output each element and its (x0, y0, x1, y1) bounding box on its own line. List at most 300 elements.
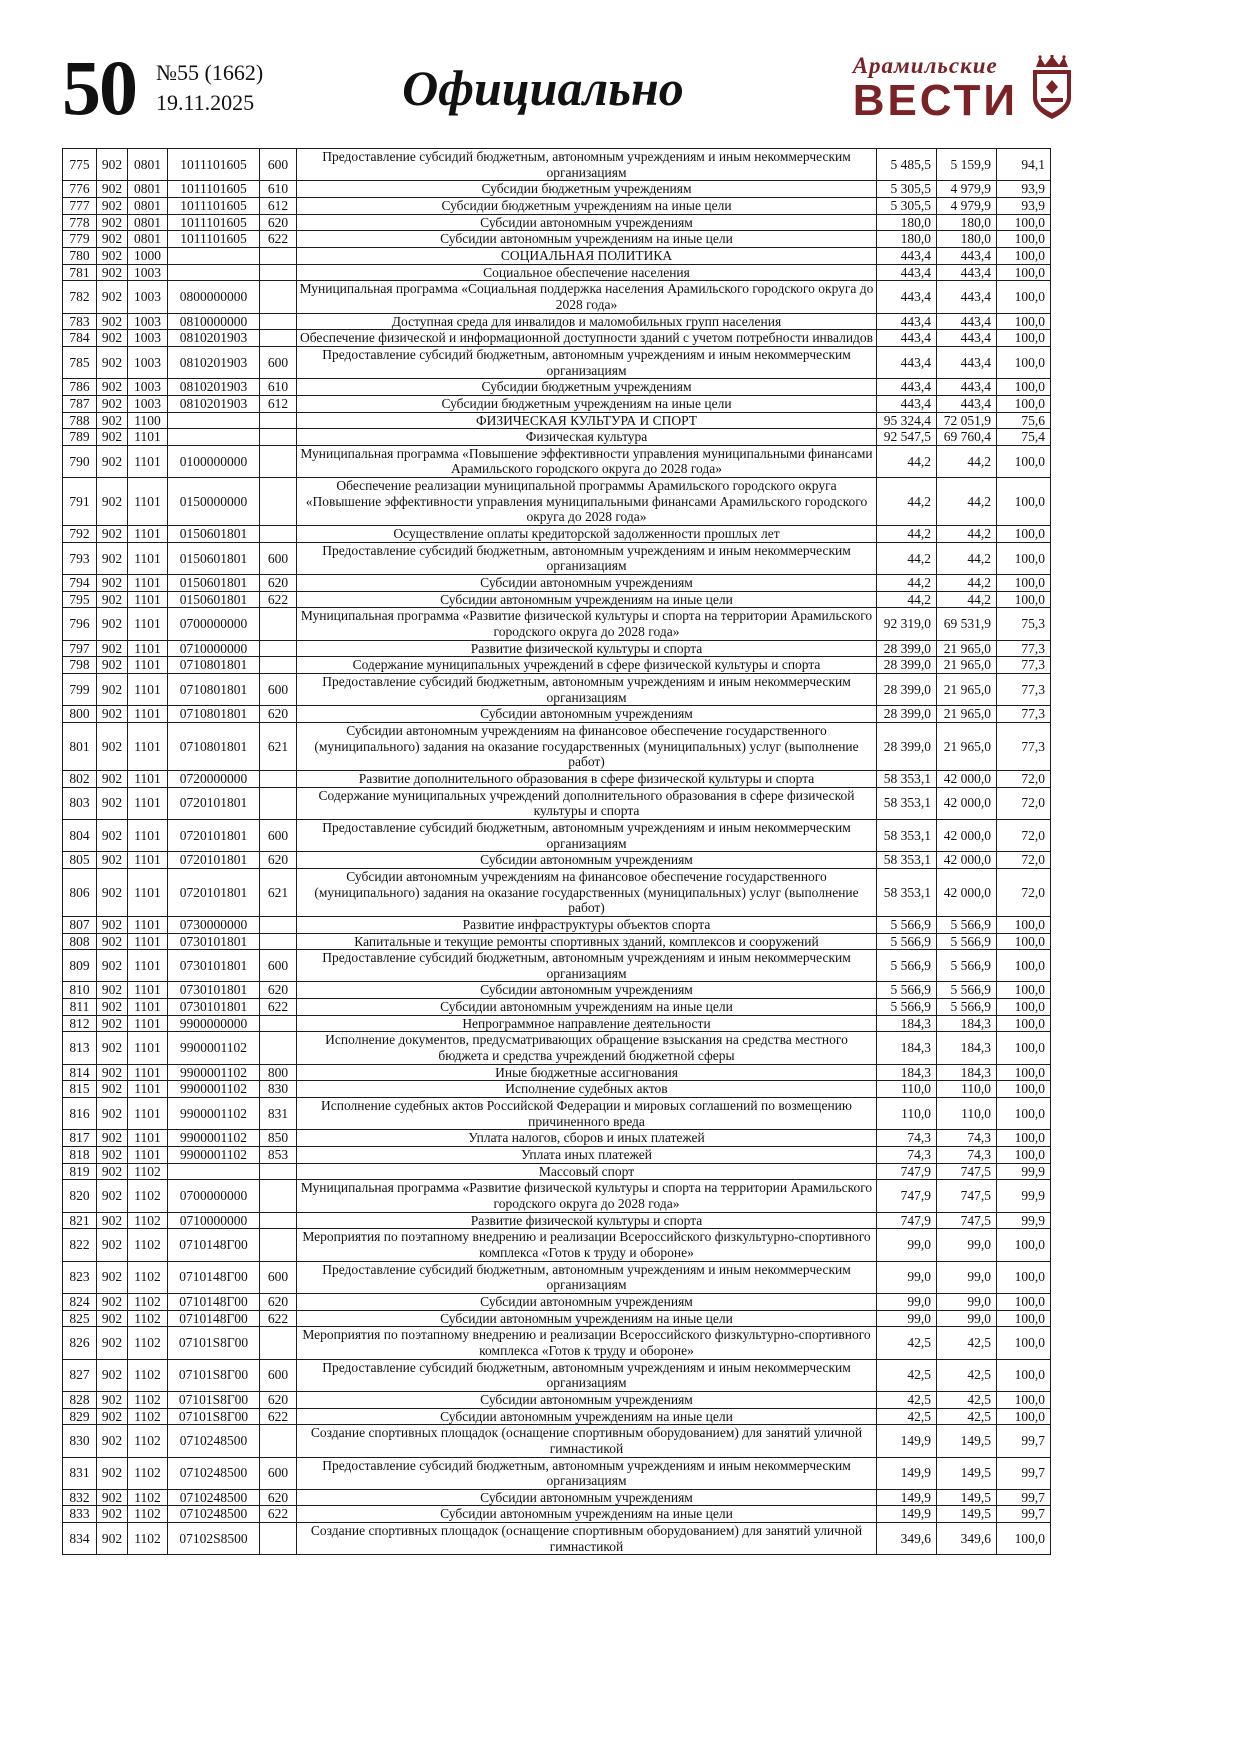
cell-target: 07101S8Г00 (168, 1359, 260, 1391)
cell-section: 1102 (128, 1391, 168, 1408)
table-row (63, 149, 1051, 181)
cell-section: 1100 (128, 412, 168, 429)
cell-target: 0810201903 (168, 379, 260, 396)
cell-fact: 747,5 (937, 1180, 997, 1212)
cell-target: 0720101801 (168, 868, 260, 916)
cell-fact: 443,4 (937, 395, 997, 412)
cell-section: 1101 (128, 787, 168, 819)
cell-name: Субсидии бюджетным учреждениям (297, 181, 877, 198)
cell-section: 1102 (128, 1293, 168, 1310)
table-row (63, 1147, 1051, 1164)
cell-fact: 74,3 (937, 1130, 997, 1147)
cell-plan: 747,9 (877, 1180, 937, 1212)
cell-name: Предоставление субсидий бюджетным, автономным учреждениям и иным некоммерческим организациям (297, 542, 877, 574)
cell-num: 814 (63, 1064, 97, 1081)
cell-fact: 184,3 (937, 1015, 997, 1032)
table-row (63, 181, 1051, 198)
cell-grbs: 902 (97, 706, 128, 723)
table-row (63, 412, 1051, 429)
cell-fact: 21 965,0 (937, 706, 997, 723)
cell-grbs: 902 (97, 197, 128, 214)
table-row (63, 1293, 1051, 1310)
cell-section: 1003 (128, 281, 168, 313)
cell-name: Исполнение судебных актов Российской Федерации и мировых соглашений по возмещению причиненного вреда (297, 1098, 877, 1130)
table-row (63, 575, 1051, 592)
cell-target: 9900000000 (168, 1015, 260, 1032)
cell-plan: 5 305,5 (877, 181, 937, 198)
cell-pct: 99,9 (997, 1163, 1051, 1180)
cell-name: Предоставление субсидий бюджетным, автономным учреждениям и иным некоммерческим организациям (297, 1359, 877, 1391)
cell-plan: 5 566,9 (877, 999, 937, 1016)
cell-pct: 100,0 (997, 1310, 1051, 1327)
cell-pct: 100,0 (997, 1261, 1051, 1293)
cell-num: 810 (63, 982, 97, 999)
cell-fact: 99,0 (937, 1310, 997, 1327)
cell-vr: 612 (260, 197, 297, 214)
cell-name: Социальное обеспечение населения (297, 264, 877, 281)
cell-target: 1011101605 (168, 231, 260, 248)
cell-num: 804 (63, 819, 97, 851)
cell-vr (260, 657, 297, 674)
cell-fact: 21 965,0 (937, 674, 997, 706)
cell-name: Предоставление субсидий бюджетным, автономным учреждениям и иным некоммерческим организациям (297, 674, 877, 706)
cell-vr (260, 1032, 297, 1064)
cell-target: 07101S8Г00 (168, 1391, 260, 1408)
cell-grbs: 902 (97, 1293, 128, 1310)
cell-num: 778 (63, 214, 97, 231)
cell-grbs: 902 (97, 526, 128, 543)
table-row (63, 1130, 1051, 1147)
cell-section: 1101 (128, 819, 168, 851)
cell-pct: 75,6 (997, 412, 1051, 429)
cell-vr (260, 478, 297, 526)
cell-section: 1102 (128, 1163, 168, 1180)
cell-plan: 5 485,5 (877, 149, 937, 181)
table-row (63, 1523, 1051, 1555)
cell-plan: 349,6 (877, 1523, 937, 1555)
cell-vr: 830 (260, 1081, 297, 1098)
cell-plan: 58 353,1 (877, 819, 937, 851)
cell-target: 9900001102 (168, 1032, 260, 1064)
table-row (63, 640, 1051, 657)
cell-section: 1102 (128, 1310, 168, 1327)
table-row (63, 1212, 1051, 1229)
cell-target: 0800000000 (168, 281, 260, 313)
cell-section: 1102 (128, 1506, 168, 1523)
cell-num: 786 (63, 379, 97, 396)
cell-plan: 92 547,5 (877, 429, 937, 446)
cell-name: Обеспечение физической и информационной доступности зданий с учетом потребности инвалидов (297, 330, 877, 347)
cell-num: 794 (63, 575, 97, 592)
cell-vr: 600 (260, 346, 297, 378)
cell-name: Содержание муниципальных учреждений в сфере физической культуры и спорта (297, 657, 877, 674)
cell-target: 0720101801 (168, 819, 260, 851)
cell-target: 9900001102 (168, 1064, 260, 1081)
cell-plan: 99,0 (877, 1293, 937, 1310)
cell-vr (260, 1327, 297, 1359)
cell-plan: 42,5 (877, 1391, 937, 1408)
cell-pct: 100,0 (997, 1147, 1051, 1164)
table-row (63, 1064, 1051, 1081)
cell-section: 1102 (128, 1523, 168, 1555)
cell-num: 798 (63, 657, 97, 674)
table-row (63, 264, 1051, 281)
cell-fact: 72 051,9 (937, 412, 997, 429)
cell-fact: 5 566,9 (937, 999, 997, 1016)
cell-target: 0700000000 (168, 1180, 260, 1212)
cell-grbs: 902 (97, 149, 128, 181)
cell-target: 0710148Г00 (168, 1293, 260, 1310)
table-row (63, 1408, 1051, 1425)
table-row (63, 999, 1051, 1016)
table-row (63, 1032, 1051, 1064)
cell-plan: 110,0 (877, 1098, 937, 1130)
cell-vr: 622 (260, 1310, 297, 1327)
cell-vr (260, 445, 297, 477)
cell-fact: 99,0 (937, 1261, 997, 1293)
cell-fact: 5 566,9 (937, 933, 997, 950)
cell-plan: 443,4 (877, 264, 937, 281)
cell-fact: 44,2 (937, 575, 997, 592)
cell-grbs: 902 (97, 770, 128, 787)
cell-num: 824 (63, 1293, 97, 1310)
cell-plan: 99,0 (877, 1229, 937, 1261)
cell-section: 1101 (128, 526, 168, 543)
cell-fact: 42 000,0 (937, 852, 997, 869)
cell-target: 0710801801 (168, 706, 260, 723)
budget-table (62, 148, 1051, 1555)
table-row (63, 1425, 1051, 1457)
cell-vr: 620 (260, 852, 297, 869)
cell-plan: 99,0 (877, 1310, 937, 1327)
cell-vr: 622 (260, 1408, 297, 1425)
cell-fact: 443,4 (937, 379, 997, 396)
cell-pct: 75,4 (997, 429, 1051, 446)
brand-logo (853, 54, 1076, 123)
cell-num: 812 (63, 1015, 97, 1032)
cell-num: 793 (63, 542, 97, 574)
cell-section: 1003 (128, 313, 168, 330)
cell-name: Предоставление субсидий бюджетным, автономным учреждениям и иным некоммерческим организациям (297, 819, 877, 851)
cell-target: 0730000000 (168, 916, 260, 933)
cell-pct: 100,0 (997, 395, 1051, 412)
table-row (63, 346, 1051, 378)
cell-fact: 5 159,9 (937, 149, 997, 181)
cell-vr: 600 (260, 819, 297, 851)
cell-plan: 5 566,9 (877, 982, 937, 999)
cell-num: 790 (63, 445, 97, 477)
cell-pct: 100,0 (997, 247, 1051, 264)
cell-fact: 443,4 (937, 247, 997, 264)
cell-target: 07102S8500 (168, 1523, 260, 1555)
cell-section: 1003 (128, 379, 168, 396)
cell-section: 1101 (128, 722, 168, 770)
cell-plan: 74,3 (877, 1147, 937, 1164)
brand-name-top: Арамильские (852, 52, 998, 78)
cell-grbs: 902 (97, 1408, 128, 1425)
cell-fact: 5 566,9 (937, 916, 997, 933)
cell-pct: 100,0 (997, 1015, 1051, 1032)
cell-fact: 21 965,0 (937, 657, 997, 674)
cell-vr: 620 (260, 575, 297, 592)
cell-vr (260, 526, 297, 543)
cell-num: 806 (63, 868, 97, 916)
cell-target: 0810000000 (168, 313, 260, 330)
cell-target: 0710248500 (168, 1457, 260, 1489)
table-row (63, 868, 1051, 916)
issue-number: №55 (1662) (156, 60, 264, 86)
table-row (63, 982, 1051, 999)
cell-num: 820 (63, 1180, 97, 1212)
cell-target: 07101S8Г00 (168, 1327, 260, 1359)
cell-target: 0700000000 (168, 608, 260, 640)
table-row (63, 247, 1051, 264)
cell-plan: 99,0 (877, 1261, 937, 1293)
cell-num: 787 (63, 395, 97, 412)
cell-plan: 44,2 (877, 575, 937, 592)
cell-grbs: 902 (97, 999, 128, 1016)
cell-target: 0100000000 (168, 445, 260, 477)
cell-grbs: 902 (97, 1147, 128, 1164)
cell-plan: 58 353,1 (877, 770, 937, 787)
cell-name: Мероприятия по поэтапному внедрению и реализации Всероссийского физкультурно-спортивного комплекса «Готов к труду и обороне» (297, 1229, 877, 1261)
cell-section: 1101 (128, 608, 168, 640)
cell-plan: 28 399,0 (877, 674, 937, 706)
cell-num: 784 (63, 330, 97, 347)
cell-name: Содержание муниципальных учреждений дополнительного образования в сфере физической культуры и спорта (297, 787, 877, 819)
table-row (63, 429, 1051, 446)
cell-target: 0150601801 (168, 526, 260, 543)
cell-grbs: 902 (97, 1359, 128, 1391)
cell-fact: 42,5 (937, 1408, 997, 1425)
cell-section: 1101 (128, 1147, 168, 1164)
cell-name: Уплата иных платежей (297, 1147, 877, 1164)
table-row (63, 281, 1051, 313)
cell-fact: 69 531,9 (937, 608, 997, 640)
cell-pct: 100,0 (997, 1098, 1051, 1130)
cell-grbs: 902 (97, 1180, 128, 1212)
cell-name: Развитие физической культуры и спорта (297, 1212, 877, 1229)
cell-section: 1101 (128, 1098, 168, 1130)
cell-grbs: 902 (97, 722, 128, 770)
cell-vr: 621 (260, 868, 297, 916)
cell-grbs: 902 (97, 181, 128, 198)
cell-target: 0710148Г00 (168, 1261, 260, 1293)
cell-fact: 42 000,0 (937, 770, 997, 787)
cell-name: СОЦИАЛЬНАЯ ПОЛИТИКА (297, 247, 877, 264)
table-row (63, 379, 1051, 396)
cell-target: 0730101801 (168, 950, 260, 982)
cell-pct: 100,0 (997, 379, 1051, 396)
cell-name: Предоставление субсидий бюджетным, автономным учреждениям и иным некоммерческим организациям (297, 149, 877, 181)
cell-plan: 92 319,0 (877, 608, 937, 640)
page-number: 50 (62, 43, 136, 131)
cell-num: 809 (63, 950, 97, 982)
cell-grbs: 902 (97, 313, 128, 330)
cell-plan: 149,9 (877, 1425, 937, 1457)
cell-target: 0150601801 (168, 591, 260, 608)
cell-section: 1101 (128, 982, 168, 999)
cell-grbs: 902 (97, 231, 128, 248)
cell-vr (260, 412, 297, 429)
cell-fact: 44,2 (937, 526, 997, 543)
cell-pct: 100,0 (997, 1130, 1051, 1147)
cell-plan: 184,3 (877, 1015, 937, 1032)
cell-target: 1011101605 (168, 214, 260, 231)
cell-pct: 100,0 (997, 1064, 1051, 1081)
cell-pct: 72,0 (997, 819, 1051, 851)
cell-section: 1101 (128, 950, 168, 982)
cell-grbs: 902 (97, 657, 128, 674)
cell-num: 788 (63, 412, 97, 429)
cell-name: Субсидии автономным учреждениям на иные цели (297, 1506, 877, 1523)
cell-target: 9900001102 (168, 1130, 260, 1147)
cell-pct: 72,0 (997, 852, 1051, 869)
cell-grbs: 902 (97, 1130, 128, 1147)
cell-fact: 747,5 (937, 1212, 997, 1229)
cell-num: 826 (63, 1327, 97, 1359)
cell-pct: 100,0 (997, 1032, 1051, 1064)
cell-grbs: 902 (97, 1391, 128, 1408)
cell-vr: 622 (260, 1506, 297, 1523)
cell-section: 1101 (128, 1064, 168, 1081)
cell-plan: 149,9 (877, 1506, 937, 1523)
cell-num: 799 (63, 674, 97, 706)
cell-pct: 75,3 (997, 608, 1051, 640)
cell-grbs: 902 (97, 1098, 128, 1130)
cell-num: 801 (63, 722, 97, 770)
table-row (63, 674, 1051, 706)
cell-target: 0710000000 (168, 640, 260, 657)
cell-fact: 42,5 (937, 1391, 997, 1408)
cell-plan: 5 566,9 (877, 950, 937, 982)
cell-vr (260, 264, 297, 281)
cell-section: 1101 (128, 575, 168, 592)
cell-vr: 600 (260, 950, 297, 982)
cell-pct: 100,0 (997, 264, 1051, 281)
table-row (63, 591, 1051, 608)
cell-fact: 443,4 (937, 330, 997, 347)
cell-name: Субсидии бюджетным учреждениям на иные цели (297, 197, 877, 214)
cell-pct: 100,0 (997, 916, 1051, 933)
cell-num: 811 (63, 999, 97, 1016)
cell-target: 0810201903 (168, 346, 260, 378)
cell-num: 782 (63, 281, 97, 313)
cell-plan: 184,3 (877, 1032, 937, 1064)
cell-name: Муниципальная программа «Повышение эффективности управления муниципальными финансами Арамильского городского округа до 2028 года» (297, 445, 877, 477)
cell-num: 779 (63, 231, 97, 248)
cell-num: 797 (63, 640, 97, 657)
cell-plan: 28 399,0 (877, 722, 937, 770)
cell-section: 1102 (128, 1425, 168, 1457)
cell-plan: 443,4 (877, 346, 937, 378)
cell-name: Субсидии бюджетным учреждениям на иные цели (297, 395, 877, 412)
table-row (63, 916, 1051, 933)
cell-vr: 800 (260, 1064, 297, 1081)
cell-grbs: 902 (97, 982, 128, 999)
cell-name: Предоставление субсидий бюджетным, автономным учреждениям и иным некоммерческим организациям (297, 950, 877, 982)
cell-section: 0801 (128, 231, 168, 248)
cell-pct: 100,0 (997, 231, 1051, 248)
cell-fact: 44,2 (937, 591, 997, 608)
cell-grbs: 902 (97, 933, 128, 950)
cell-name: Субсидии автономным учреждениям (297, 214, 877, 231)
cell-pct: 100,0 (997, 346, 1051, 378)
cell-fact: 184,3 (937, 1064, 997, 1081)
cell-fact: 349,6 (937, 1523, 997, 1555)
cell-vr: 853 (260, 1147, 297, 1164)
table-row (63, 657, 1051, 674)
cell-section: 1101 (128, 657, 168, 674)
cell-fact: 149,5 (937, 1457, 997, 1489)
cell-pct: 100,0 (997, 1391, 1051, 1408)
cell-target: 0710801801 (168, 657, 260, 674)
cell-target: 0810201903 (168, 330, 260, 347)
cell-grbs: 902 (97, 247, 128, 264)
cell-fact: 5 566,9 (937, 982, 997, 999)
cell-pct: 99,7 (997, 1489, 1051, 1506)
cell-section: 0801 (128, 181, 168, 198)
cell-num: 777 (63, 197, 97, 214)
budget-table-body (63, 149, 1051, 1555)
cell-target (168, 429, 260, 446)
cell-fact: 74,3 (937, 1147, 997, 1164)
cell-plan: 42,5 (877, 1359, 937, 1391)
cell-name: Обеспечение реализации муниципальной программы Арамильского городского округа «Повышение эффективности управления муниципальными финансами Арамильского городского округа до 2028 года» (297, 478, 877, 526)
cell-fact: 747,5 (937, 1163, 997, 1180)
cell-grbs: 902 (97, 1032, 128, 1064)
cell-vr (260, 787, 297, 819)
table-row (63, 1229, 1051, 1261)
cell-target: 0720000000 (168, 770, 260, 787)
cell-vr: 600 (260, 674, 297, 706)
cell-target: 0710248500 (168, 1489, 260, 1506)
cell-pct: 99,7 (997, 1457, 1051, 1489)
table-row (63, 1327, 1051, 1359)
cell-fact: 180,0 (937, 214, 997, 231)
cell-pct: 100,0 (997, 330, 1051, 347)
cell-name: Иные бюджетные ассигнования (297, 1064, 877, 1081)
cell-plan: 5 566,9 (877, 916, 937, 933)
cell-target: 0720101801 (168, 787, 260, 819)
cell-name: Мероприятия по поэтапному внедрению и реализации Всероссийского физкультурно-спортивного комплекса «Готов к труду и обороне» (297, 1327, 877, 1359)
table-row (63, 1506, 1051, 1523)
cell-grbs: 902 (97, 1327, 128, 1359)
cell-fact: 44,2 (937, 478, 997, 526)
cell-fact: 99,0 (937, 1229, 997, 1261)
cell-fact: 44,2 (937, 542, 997, 574)
cell-target (168, 247, 260, 264)
cell-num: 800 (63, 706, 97, 723)
cell-section: 1102 (128, 1457, 168, 1489)
cell-target: 0150601801 (168, 575, 260, 592)
cell-plan: 42,5 (877, 1327, 937, 1359)
cell-target: 0710248500 (168, 1506, 260, 1523)
cell-grbs: 902 (97, 916, 128, 933)
cell-section: 1101 (128, 770, 168, 787)
cell-name: Субсидии автономным учреждениям на иные цели (297, 231, 877, 248)
cell-plan: 184,3 (877, 1064, 937, 1081)
cell-fact: 42,5 (937, 1327, 997, 1359)
cell-name: Исполнение документов, предусматривающих обращение взыскания на средства местного бюджета и средства учреждений бюджетной сферы (297, 1032, 877, 1064)
cell-vr: 612 (260, 395, 297, 412)
cell-grbs: 902 (97, 1425, 128, 1457)
table-row (63, 933, 1051, 950)
cell-vr (260, 1212, 297, 1229)
cell-num: 832 (63, 1489, 97, 1506)
cell-section: 1101 (128, 852, 168, 869)
cell-section: 1101 (128, 1130, 168, 1147)
